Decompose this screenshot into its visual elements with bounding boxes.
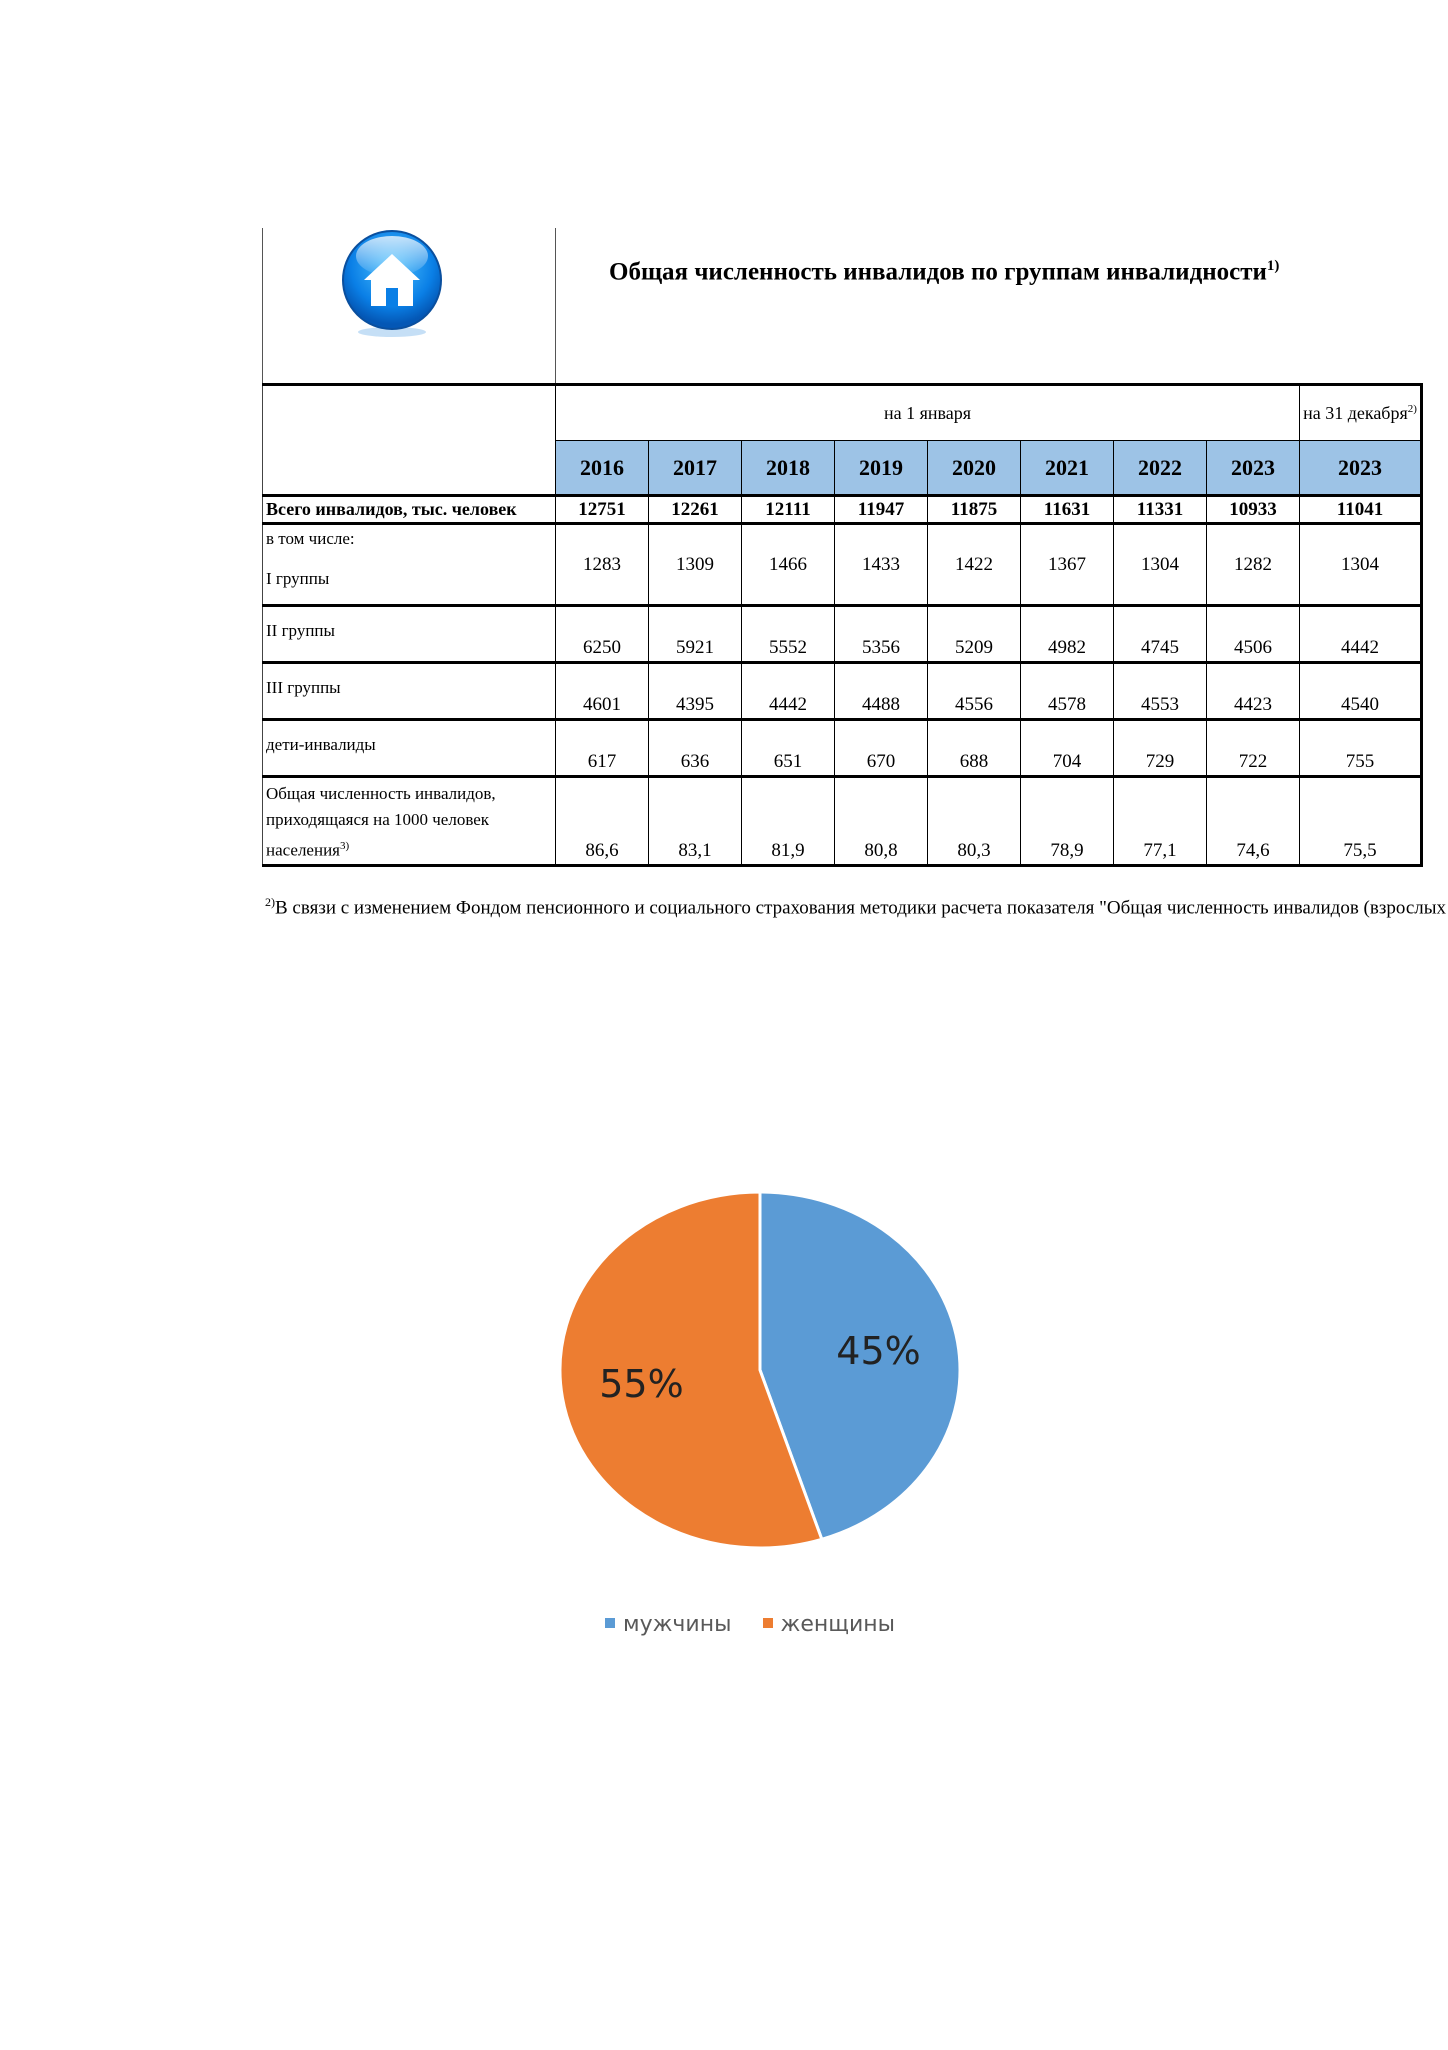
cell: 5552 [742,606,835,663]
cell: 5921 [649,606,742,663]
cell: 6250 [556,606,649,663]
year-cell: 2022 [1114,441,1207,496]
cell: 4553 [1114,663,1207,720]
year-cell: 2018 [742,441,835,496]
cell: 704 [1021,720,1114,777]
corner-cell [263,385,556,496]
cell: 4556 [928,663,1021,720]
cell: 11331 [1114,496,1207,524]
cell: 86,6 [556,777,649,866]
cell: 10933 [1207,496,1300,524]
table-row [263,777,1422,866]
cell: 11041 [1300,496,1422,524]
cell: 4423 [1207,663,1300,720]
table-row [263,496,1422,524]
cell: 1283 [556,524,649,606]
year-cell: 2017 [649,441,742,496]
cell: 1466 [742,524,835,606]
footnote: $^{2)}$В связи с изменением Фондом пенсионного и социального страхования методики расчета показателя "Общая численность инвалидов (взрослых [265,895,1447,919]
year-cell: 2021 [1021,441,1114,496]
legend-item: мужчины [605,1612,732,1637]
cell: 4745 [1114,606,1207,663]
cell: 4395 [649,663,742,720]
cell: 80,8 [835,777,928,866]
year-cell: 2023 [1207,441,1300,496]
pie-chart-svg [540,1160,980,1580]
cell: 670 [835,720,928,777]
cell: 12261 [649,496,742,524]
cell: 4442 [1300,606,1422,663]
year-cell: 2019 [835,441,928,496]
table-row [263,663,1422,720]
cell: 80,3 [928,777,1021,866]
cell: 74,6 [1207,777,1300,866]
cell: 4506 [1207,606,1300,663]
cell: 636 [649,720,742,777]
cell: 81,9 [742,777,835,866]
cell: 688 [928,720,1021,777]
cell: 11631 [1021,496,1114,524]
cell: 755 [1300,720,1422,777]
chart-legend [605,1612,919,1637]
cell: 78,9 [1021,777,1114,866]
home-icon[interactable] [340,228,444,340]
row-label: Общая численность инвалидов, приходящаяся на 1000 человек населения$^{3)}$ [263,777,556,866]
cell: 1304 [1114,524,1207,606]
cell: 1367 [1021,524,1114,606]
cell: 1422 [928,524,1021,606]
cell: 12111 [742,496,835,524]
table-row [263,606,1422,663]
cell: 4982 [1021,606,1114,663]
cell: 4442 [742,663,835,720]
year-cell: 2016 [556,441,649,496]
cell: 5209 [928,606,1021,663]
page-title: Общая численность инвалидов по группам инвалидности$^{1)}$ [609,258,1280,286]
cell: 5356 [835,606,928,663]
cell: 617 [556,720,649,777]
cell: 4601 [556,663,649,720]
cell: 75,5 [1300,777,1422,866]
year-cell: 2023 [1300,441,1422,496]
cell: 651 [742,720,835,777]
header-block [262,228,1419,383]
cell: 1309 [649,524,742,606]
row-label: дети-инвалиды [263,720,556,777]
jan-header: на 1 января [556,385,1300,441]
divider [262,228,263,383]
pie-label: 45% [836,1328,921,1373]
cell: 11947 [835,496,928,524]
cell: 83,1 [649,777,742,866]
table-row [263,524,1422,606]
row-label: в том числе: I группы [263,524,556,606]
dec-header: на 31 декабря$^{2)}$ [1300,385,1422,441]
legend-swatch [763,1618,773,1628]
cell: 722 [1207,720,1300,777]
disability-table [262,383,1423,867]
cell: 729 [1114,720,1207,777]
cell: 1282 [1207,524,1300,606]
row-label: II группы [263,606,556,663]
cell: 12751 [556,496,649,524]
table-row [263,720,1422,777]
cell: 77,1 [1114,777,1207,866]
row-label: Всего инвалидов, тыс. человек [263,496,556,524]
cell: 4578 [1021,663,1114,720]
legend-swatch [605,1618,615,1628]
divider [555,228,556,383]
cell: 1304 [1300,524,1422,606]
cell: 11875 [928,496,1021,524]
cell: 1433 [835,524,928,606]
pie-chart [540,1160,980,1580]
cell: 4488 [835,663,928,720]
year-cell: 2020 [928,441,1021,496]
row-label: III группы [263,663,556,720]
legend-item: женщины [763,1612,896,1637]
pie-label: 55% [599,1362,684,1407]
cell: 4540 [1300,663,1422,720]
